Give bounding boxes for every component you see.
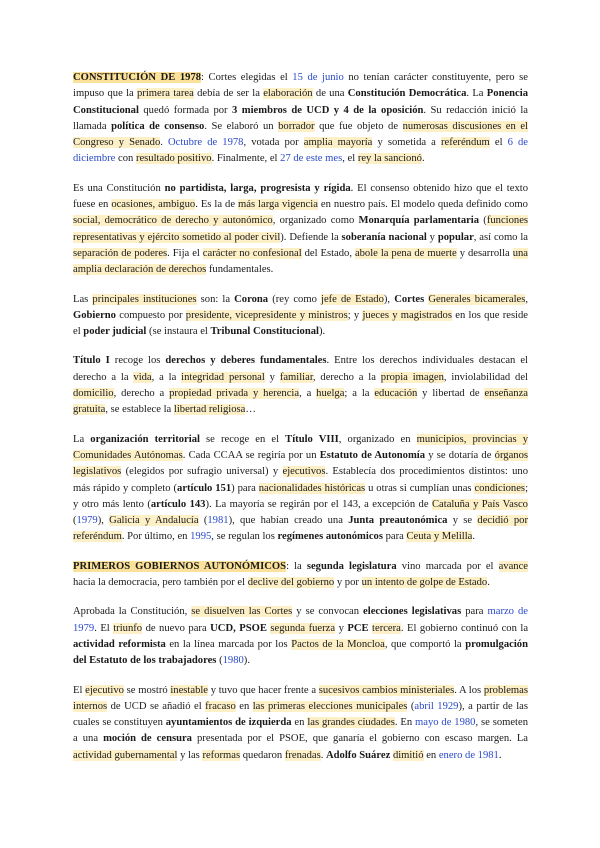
text-run: , se establece la <box>105 404 174 416</box>
text-run: problemas internos <box>73 684 528 712</box>
text-run: UCD, PSOE <box>210 622 267 634</box>
text-run: El <box>73 684 86 696</box>
text-run: abole la pena de muerte <box>354 247 457 259</box>
text-run: , a <box>299 388 317 400</box>
text-run: Corona <box>234 293 269 305</box>
text-run: funciones representativas y ejército sometido al poder civil <box>73 215 529 243</box>
text-run: tercera <box>372 622 401 634</box>
text-run: enero de 1981 <box>438 749 499 761</box>
text-run: propia imagen <box>380 371 444 383</box>
text-run: frenadas <box>284 749 321 761</box>
text-run: Octubre de 1978 <box>168 137 244 149</box>
text-run: con <box>115 153 136 165</box>
text-run: : la <box>286 560 307 572</box>
text-run: carácter no confesional <box>202 247 302 259</box>
text-run: que fue objeto de <box>314 120 403 132</box>
text-run: más larga vigencia <box>238 199 318 211</box>
text-run: Ceuta y Melilla <box>406 531 473 543</box>
text-run: ; y otro más lento ( <box>73 482 529 510</box>
text-run: Tribunal Constitucional <box>210 326 319 338</box>
text-run: condiciones <box>474 482 526 494</box>
text-run: regímenes autonómicos <box>277 531 383 543</box>
text-run: actividad reformista <box>73 638 166 650</box>
text-run: domicilio <box>73 388 114 400</box>
text-run: propiedad privada y herencia <box>169 388 300 400</box>
text-run: de UCD se añadió el <box>107 700 206 712</box>
text-run: 1980 <box>222 655 244 667</box>
text-run: ), que habían creado una <box>228 515 349 527</box>
text-run: moción de censura <box>103 733 192 745</box>
text-run: ( <box>479 215 487 227</box>
text-run: Estatuto de Autonomía <box>319 449 426 461</box>
text-run: educación <box>374 388 418 400</box>
text-run: un intento de golpe de Estado <box>361 577 488 589</box>
text-run: referéndum <box>440 137 490 149</box>
text-run: para <box>461 606 488 618</box>
text-run: en <box>423 749 439 761</box>
paragraph-crisis-ucd <box>73 683 528 764</box>
text-run: triunfo <box>113 622 143 634</box>
text-run: quedaron <box>240 749 285 761</box>
text-run: segunda fuerza <box>270 622 336 634</box>
text-run: artículo 151 <box>177 482 232 494</box>
text-run: hacia la democracia, pero también por el <box>73 577 248 589</box>
text-run: , se someten a una <box>73 717 529 745</box>
text-run: libertad religiosa <box>173 404 246 416</box>
text-run: recoge los <box>109 355 166 367</box>
text-run: Constitución Democrática <box>347 88 467 100</box>
text-run: ) para <box>231 482 259 494</box>
text-run: segunda legislatura <box>306 560 397 572</box>
text-run: ), <box>97 515 110 527</box>
text-run: 1995 <box>190 531 212 543</box>
text-run: ( <box>198 515 208 527</box>
text-run: resultado positivo <box>135 153 212 165</box>
text-run: quedó formada por <box>138 104 233 116</box>
text-run: popular <box>437 231 474 243</box>
text-run: compuesto por <box>115 309 186 321</box>
text-run: rey la sancionó <box>357 153 422 165</box>
text-run: jefe de Estado <box>321 293 384 305</box>
paragraph-titulo-i <box>73 353 528 418</box>
text-run: y libertad de <box>417 388 485 400</box>
text-run: reformas <box>202 749 241 761</box>
text-run: fundamentales. <box>206 264 274 276</box>
text-run: separación de poderes <box>73 247 168 259</box>
text-run: Es una Constitución <box>73 182 165 194</box>
text-run: primera tarea <box>137 88 194 100</box>
text-run: , inviolabilidad del <box>443 371 528 383</box>
text-run: , organizado en <box>338 433 417 445</box>
text-run: . <box>472 531 476 543</box>
text-run: política de consenso <box>111 120 205 132</box>
text-run: Galicia y Andalucía <box>109 515 199 527</box>
text-run: La <box>73 433 91 445</box>
text-run: . La <box>466 88 487 100</box>
text-run: Ponencia Constitucional <box>73 88 528 116</box>
text-run: 3 miembros de UCD y 4 de la oposición <box>232 104 424 116</box>
text-run: . <box>320 749 327 761</box>
text-run: . El gobierno continuó con la <box>400 622 529 634</box>
text-run: en <box>235 700 253 712</box>
text-run: el <box>489 137 508 149</box>
text-run: del Estado, <box>301 247 355 259</box>
text-run: . Fija el <box>167 247 203 259</box>
paragraph-constitucion-1978 <box>73 70 528 168</box>
text-run: sucesivos cambios ministeriales <box>318 684 455 696</box>
text-run: , a la <box>151 371 182 383</box>
text-run: borrador <box>278 120 315 132</box>
text-run: … <box>245 404 256 416</box>
text-run: Monarquía parlamentaria <box>358 215 480 227</box>
text-run: 15 de junio <box>292 72 344 83</box>
text-run: . <box>487 577 490 589</box>
text-run: y se dotaría de <box>425 449 495 461</box>
text-run: 1979 <box>76 515 98 527</box>
text-run: en los que reside el <box>73 309 529 338</box>
text-run: y se convocan <box>292 606 364 618</box>
text-run: , <box>525 293 528 305</box>
document-page <box>73 70 528 777</box>
text-run: y tuvo que hacer frente a <box>208 684 319 696</box>
text-run: en nuestro país. El modelo queda definido como <box>317 199 528 211</box>
text-run: marzo de 1979 <box>73 606 528 634</box>
text-run: Gobierno <box>73 309 116 321</box>
text-run: Título I <box>73 355 110 367</box>
text-run: decidió por referéndum <box>73 515 528 543</box>
text-run: ayuntamientos de izquierda <box>165 717 292 729</box>
text-run: numerosas discusiones en el Congreso y Senado <box>73 120 528 149</box>
text-run: soberanía nacional <box>341 231 427 243</box>
text-run: elecciones legislativas <box>363 606 462 618</box>
paragraph-caracteristicas <box>73 181 528 279</box>
text-run: , organizado como <box>272 215 359 227</box>
text-run: mayo de 1980 <box>415 717 476 729</box>
text-run: Cataluña y País Vasco <box>431 498 528 510</box>
text-run: y las <box>177 749 203 761</box>
text-run: ocasiones, ambiguo <box>111 199 196 211</box>
text-run: se recoge en el <box>199 433 286 445</box>
text-run: derechos y deberes fundamentales <box>165 355 327 367</box>
text-run: una amplia declaración de derechos <box>73 247 528 276</box>
text-run: Adolfo Suárez <box>326 749 391 761</box>
text-run: ; a la <box>344 388 375 400</box>
text-run: y por <box>334 577 362 589</box>
text-run: las grandes ciudades <box>307 717 395 729</box>
text-run: . Finalmente, el <box>211 153 281 165</box>
text-run: Generales bicamerales <box>428 293 526 305</box>
text-run: (rey como <box>268 293 321 305</box>
text-run: . <box>421 153 425 165</box>
text-run: jueces y magistrados <box>362 309 452 321</box>
text-run: de nuevo para <box>142 622 211 634</box>
text-run: se mostró <box>123 684 171 696</box>
text-run: . Cada CCAA se regiría por un <box>182 449 320 461</box>
text-run: y sometida a <box>372 137 441 149</box>
text-run: (elegidos por sufragio universal) y <box>121 466 283 478</box>
text-run: presidente, vicepresidente y ministros <box>185 309 348 321</box>
text-run: debía de ser la <box>193 88 264 100</box>
text-run: integridad personal <box>181 371 265 383</box>
text-run: Aprobada la Constitución, <box>73 606 192 618</box>
text-run: ), a partir de las cuales se constituyen <box>73 700 529 729</box>
text-run: 6 de diciembre <box>73 137 529 165</box>
text-run: 27 de este mes <box>280 153 343 165</box>
text-run: (se instaura el <box>146 326 211 338</box>
text-run: actividad gubernamental <box>73 749 178 761</box>
text-run: ). La mayoría se regirán por el 143, a excepción de <box>205 498 432 510</box>
text-run: ), <box>383 293 395 305</box>
text-run: principales instituciones <box>92 293 197 305</box>
text-run: : Cortes elegidas el <box>201 72 293 83</box>
text-run: , el <box>342 153 358 165</box>
text-run: fracaso <box>205 700 236 712</box>
text-run: u otras si cumplían unas <box>365 482 475 494</box>
text-run: organización territorial <box>90 433 200 445</box>
section-heading: PRIMEROS GOBIERNOS AUTONÓMICOS <box>73 560 287 572</box>
text-run: no tenían carácter constituyente, pero se impuso que la <box>73 72 528 100</box>
text-run: , se regulan los <box>211 531 278 543</box>
text-run: . A los <box>454 684 484 696</box>
text-run: de una <box>312 88 348 100</box>
text-run: abril 1929 <box>414 700 459 712</box>
text-run: Las <box>73 293 93 305</box>
text-run: presentada por el PSOE, que ganaría el gobierno con escaso margen. La <box>191 733 529 745</box>
text-run: 1981 <box>207 515 229 527</box>
text-run: ( <box>216 655 223 667</box>
section-heading: CONSTITUCIÓN DE 1978 <box>73 72 202 83</box>
text-run: enseñanza gratuita <box>73 388 528 416</box>
text-run: no partidista, larga, progresista y rígida <box>164 182 351 194</box>
text-run: nacionalidades históricas <box>258 482 366 494</box>
text-run: y se <box>447 515 478 527</box>
text-run: , así como la <box>473 231 528 243</box>
text-run: ( <box>73 515 77 527</box>
text-run: declive del gobierno <box>247 577 335 589</box>
text-run: artículo 143 <box>150 498 206 510</box>
text-run: y <box>426 231 438 243</box>
text-run: poder judicial <box>83 326 147 338</box>
text-run: , derecho a <box>113 388 170 400</box>
text-run: huelga <box>316 388 345 400</box>
text-run: en la línea marcada por los <box>165 638 292 650</box>
text-run: y <box>264 371 280 383</box>
text-run: ; y <box>347 309 363 321</box>
text-run: para <box>382 531 407 543</box>
paragraph-organizacion-territorial <box>73 432 528 546</box>
paragraph-primeros-gobiernos <box>73 559 528 592</box>
text-run: elaboración <box>263 88 313 100</box>
paragraph-instituciones <box>73 292 528 341</box>
text-run: Junta preautonómica <box>348 515 448 527</box>
text-run: amplia mayoría <box>303 137 373 149</box>
text-run: vino marcada por el <box>396 560 499 572</box>
text-run: ejecutivo <box>85 684 124 696</box>
paragraph-elecciones-1979 <box>73 604 528 669</box>
text-run: . Se elaboró un <box>204 120 279 132</box>
text-run: . El consenso obtenido hizo que el texto fuese en <box>73 182 528 211</box>
text-run: ). Defiende la <box>280 231 342 243</box>
text-run: se disuelven las Cortes <box>191 606 293 618</box>
text-run: familiar <box>279 371 313 383</box>
text-run: . Su redacción inició la llamada <box>73 104 528 132</box>
text-run: las primeras elecciones municipales <box>252 700 408 712</box>
text-run: y desarrolla <box>456 247 513 259</box>
text-run: ejecutivos <box>282 466 326 478</box>
text-run: municipios, provincias y Comunidades Autónomas <box>73 433 528 461</box>
text-run: , derecho a la <box>312 371 381 383</box>
text-run: . Por último, en <box>121 531 191 543</box>
text-run: . <box>498 749 502 761</box>
text-run: . Establecía dos procedimientos distintos: uno más rápido y completo ( <box>73 466 528 494</box>
text-run: . El <box>94 622 114 634</box>
text-run: en <box>291 717 308 729</box>
text-run: Cortes <box>394 293 425 305</box>
text-run: Pactos de la Moncloa <box>291 638 385 650</box>
text-run: social, democrático de derecho y autonómico <box>73 215 273 227</box>
text-run: ). <box>318 326 326 338</box>
text-run: . Es la de <box>195 199 239 211</box>
text-run: avance <box>498 560 528 572</box>
text-run: . <box>160 137 168 149</box>
text-run: promulgación del Estatuto de los trabajadores <box>73 638 528 667</box>
text-run: y <box>335 622 348 634</box>
text-run: . En <box>394 717 416 729</box>
text-run: PCE <box>347 622 369 634</box>
text-run: , que comportó la <box>384 638 466 650</box>
text-run: vida <box>133 371 152 383</box>
text-run: ( <box>407 700 415 712</box>
text-run: , votada por <box>243 137 304 149</box>
text-run: dimitió <box>392 749 424 761</box>
text-run: inestable <box>170 684 209 696</box>
text-run: órganos legislativos <box>73 449 528 478</box>
text-run: ). <box>243 655 250 667</box>
text-run: son: la <box>196 293 235 305</box>
text-run: . Entre los derechos individuales destacan el derecho a la <box>73 355 528 383</box>
text-run: Título VIII <box>285 433 339 445</box>
